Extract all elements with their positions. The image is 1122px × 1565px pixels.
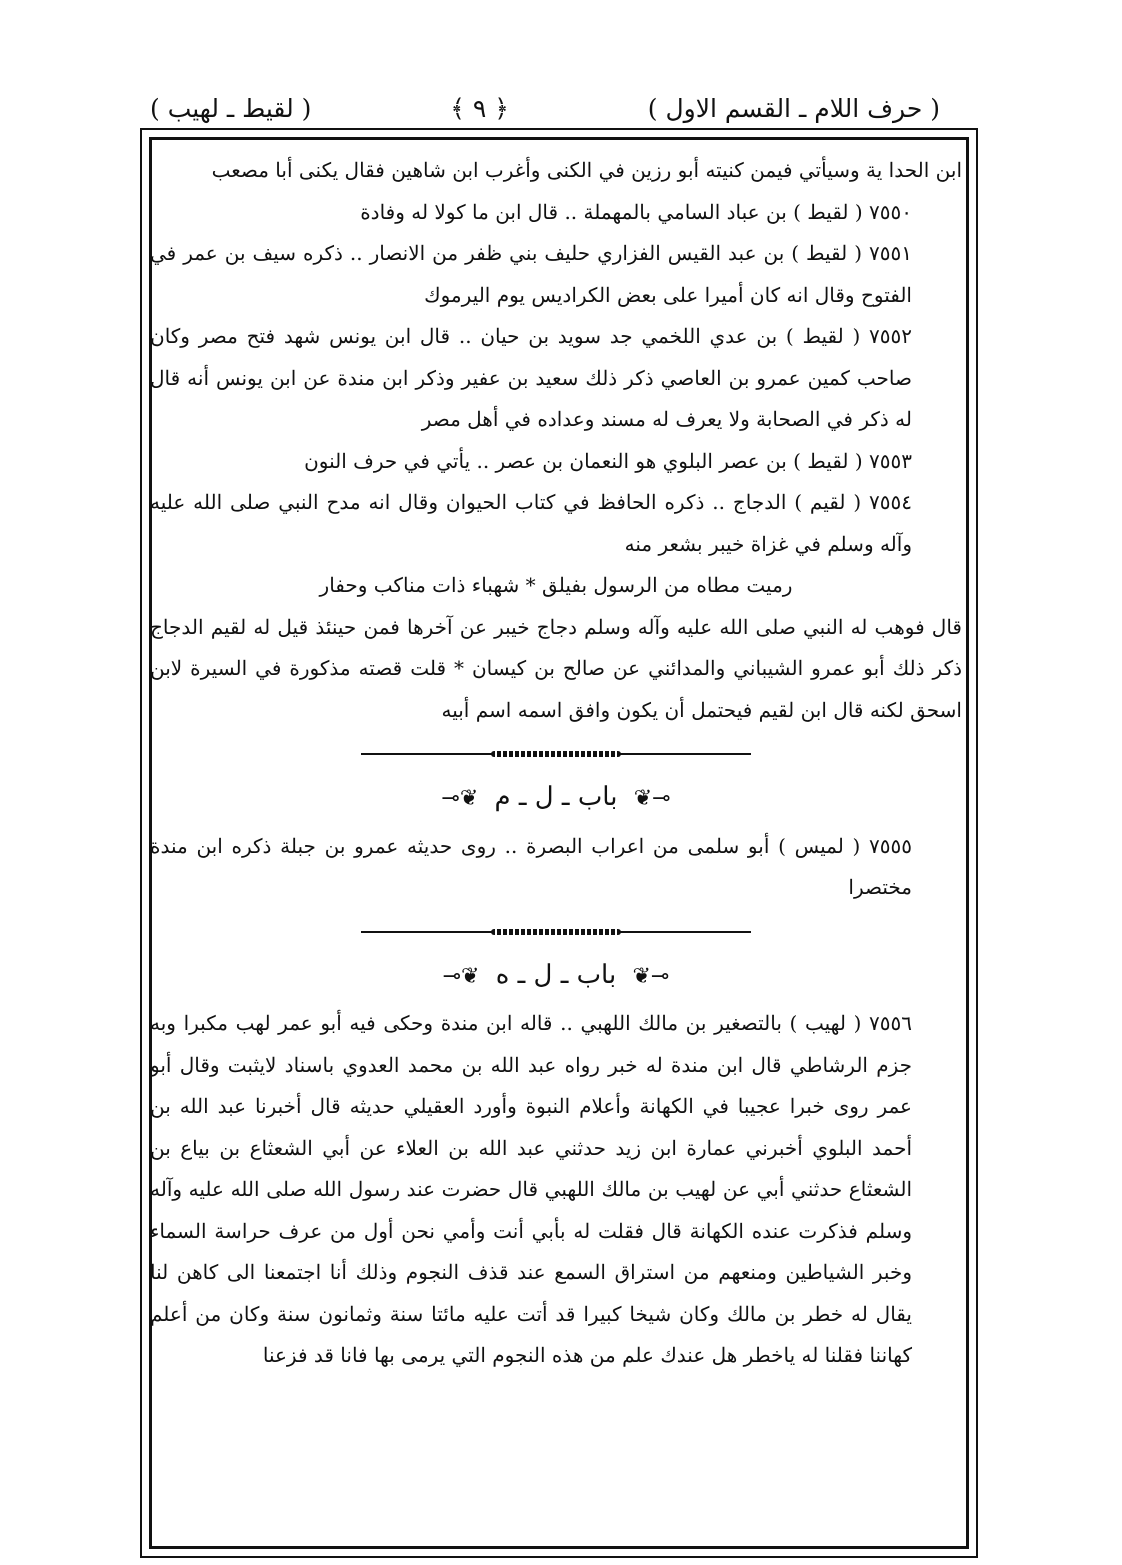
ornament-icon: ❦⊸ — [441, 786, 479, 811]
header-section-title: ( حرف اللام ـ القسم الاول ) — [647, 93, 940, 123]
page-body — [150, 150, 962, 1377]
chapter-title: باب ـ ل ـ ه — [495, 959, 617, 990]
chapter-title: باب ـ ل ـ م — [494, 782, 618, 812]
chapter-heading-lh — [150, 955, 962, 998]
ornament-icon: ⊸❦ — [633, 786, 671, 811]
page-number: ﴿ ٩ ﴾ — [450, 93, 509, 123]
header-entry-range: ( لقيط ـ لهيب ) — [150, 93, 312, 123]
entry-7551: ٧٥٥١ ( لقيط ) بن عبد القيس الفزاري حليف بني ظفر من الانصار .. ذكره سيف بن عمر في الفتوح وقال انه كان أميرا على بعض الكراديس يوم اليرموك — [150, 241, 912, 307]
entry-7555: ٧٥٥٥ ( لميس ) أبو سلمى من اعراب البصرة .. روى حديثه عمرو بن جبلة ذكره ابن مندة مختصرا — [150, 833, 912, 899]
entry-7552: ٧٥٥٢ ( لقيط ) بن عدي اللخمي جد سويد بن حيان .. قال ابن يونس شهد فتح مصر وكان صاحب كمين عمرو بن العاصي ذكر ذلك سعيد بن عفير وذكر ابن مندة عن ابن يونس أنه قال له ذكر في الصحابة ولا يعرف له مسند وعداده في أهل مصر — [150, 324, 912, 431]
ornament-icon: ⊸❦ — [632, 963, 670, 989]
entry-7554: ٧٥٥٤ ( لقيم ) الدجاج .. ذكره الحافظ في كتاب الحيوان وقال انه مدح النبي صلى الله عليه وآله وسلم في غزاة خيبر بشعر منه — [150, 490, 912, 556]
page-header — [150, 86, 940, 130]
chapter-heading-lm — [150, 777, 962, 820]
entry-7556: ٧٥٥٦ ( لهيب ) بالتصغير بن مالك اللهبي .. قاله ابن مندة وحكى فيه أبو عمر لهب مكبرا وبه جزم الرشاطي قال ابن مندة له خبر رواه عبد الله بن محمد العدوي باسناد لايثبت وقال أبو عمر روى خبرا عجيبا في الكهانة وأعلام النبوة وأورد العقيلي حديثه قال أخبرنا عبد الله بن أحمد البلوي أخبرني عمارة ابن زيد حدثني عبد الله بن العلاء عن أبي الشعثاع بن بياع بن الشعثاع حدثني أبي عن لهيب بن مالك اللهبي قال حضرت عند رسول الله صلى الله عليه وآله وسلم فذكرت عنده الكهانة قال فقلت له بأبي أنت وأمي نحن أول من عرف حراسة السماء وخبر الشياطين ومنعهم من استراق السمع عند قذف النجوم وذلك أنا اجتمعنا الى كاهن لنا يقال له خطر بن مالك وكان شيخا كبيرا قد أتت عليه مائتا سنة وثمانون سنة وكان من أعلم كهاننا فقلنا له ياخطر هل عندك علم من هذه النجوم التي يرمى بها فانا قد فزعنا — [150, 1011, 912, 1367]
entry-7553: ٧٥٥٣ ( لقيط ) بن عصر البلوي هو النعمان بن عصر .. يأتي في حرف النون — [304, 448, 912, 473]
entry-7554-continued: قال فوهب له النبي صلى الله عليه وآله وسلم دجاج خيبر عن آخرها فمن حينئذ قيل له لقيم الدجاج ذكر ذلك أبو عمرو الشيباني والمدائني عن صالح بن كيسان * قلت قصته مذكورة في السيرة لابن اسحق لكنه قال ابن لقيم فيحتمل أن يكون وافق اسمه اسم أبيه — [150, 614, 962, 722]
entry-7550: ٧٥٥٠ ( لقيط ) بن عباد السامي بالمهملة .. قال ابن ما كولا له وفادة — [360, 199, 912, 224]
paragraph-continuation: ابن الحدا ية وسيأتي فيمن كنيته أبو رزين في الكنى وأغرب ابن شاهين فقال يكنى أبا مصعب — [211, 158, 962, 182]
section-divider — [361, 751, 751, 757]
ornament-icon: ❦⊸ — [442, 963, 480, 989]
poem-verse: رميت مطاه من الرسول بفيلق * شهباء ذات مناكب وحفار — [319, 573, 793, 597]
section-divider — [361, 929, 751, 935]
